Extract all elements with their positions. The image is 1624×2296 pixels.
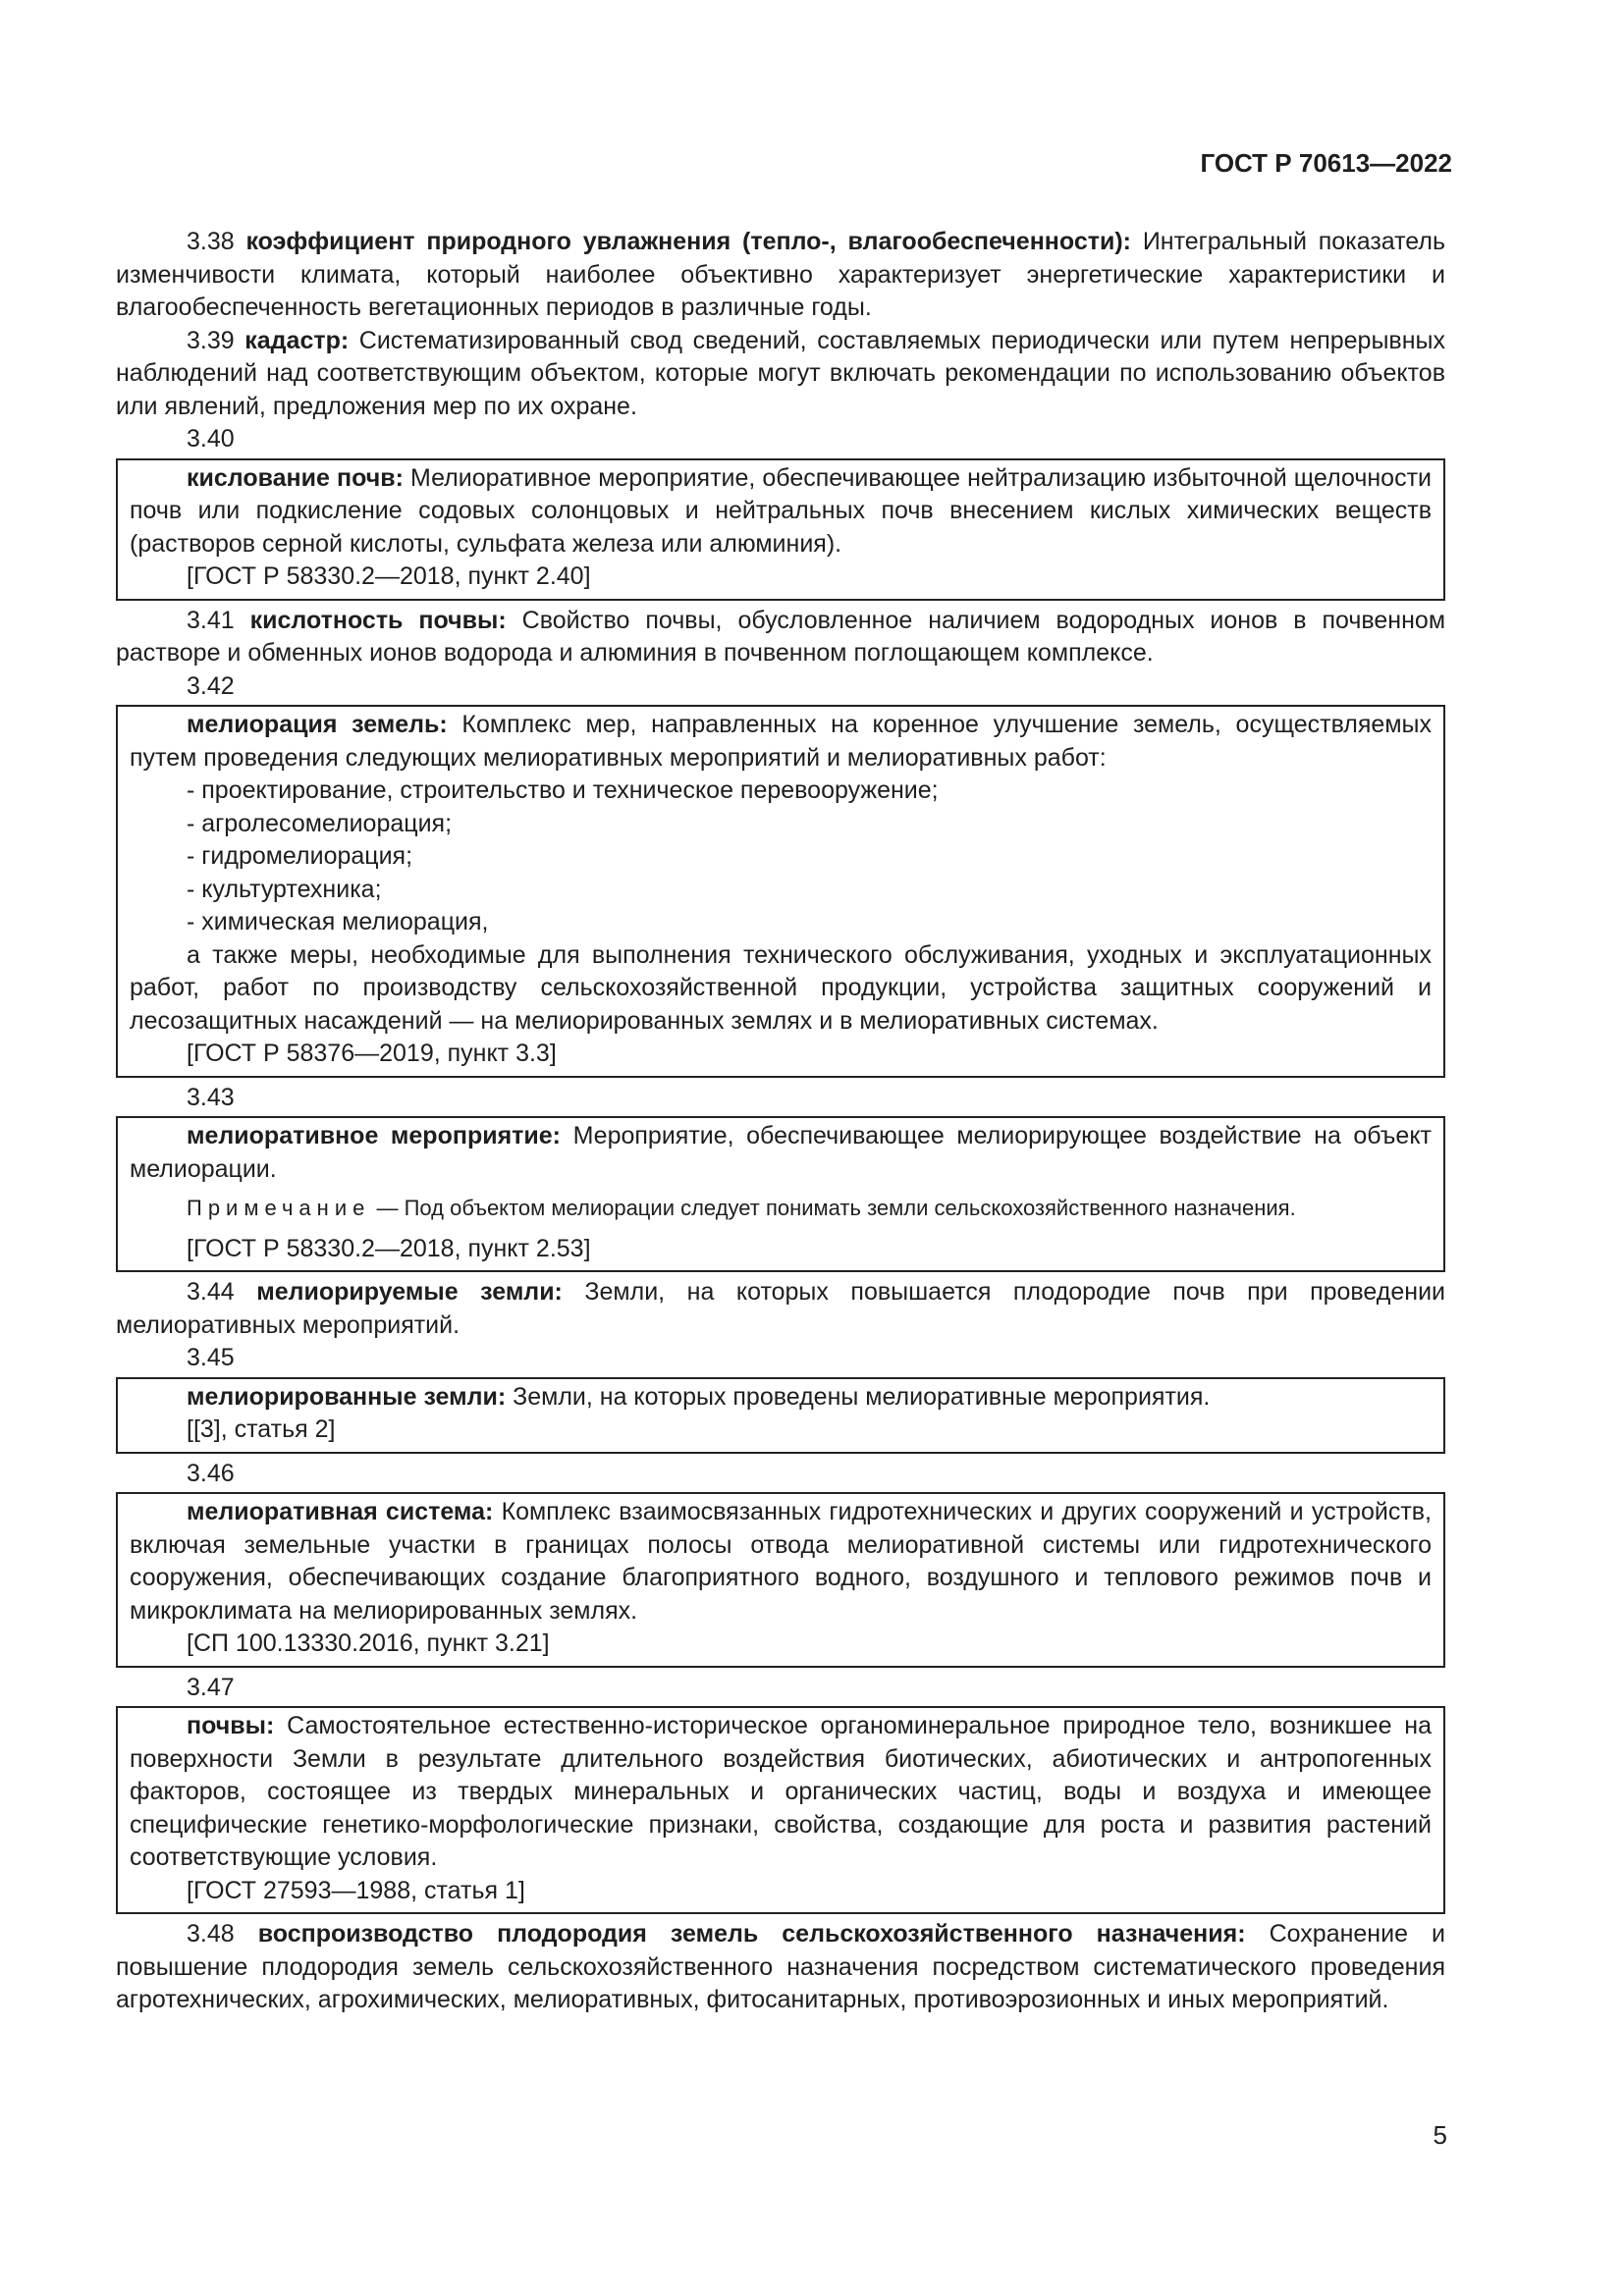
source-reference: [ГОСТ Р 58376—2019, пункт 3.3] [187, 1040, 557, 1067]
entry-number: 3.48 [187, 1920, 235, 1948]
term-definition: Мероприятие, обеспечивающее мелиорирующее воздействие на объект мелиорации. [130, 1122, 1432, 1183]
term-entry [130, 709, 1432, 774]
entry-number: 3.38 [187, 228, 235, 255]
page-number: 5 [1433, 2120, 1447, 2150]
entry-number: 3.44 [187, 1278, 235, 1306]
term-title: мелиорированные земли: [187, 1382, 507, 1411]
source-reference: [ГОСТ Р 58330.2—2018, пункт 2.40] [187, 562, 591, 590]
document-id: ГОСТ Р 70613—2022 [1200, 148, 1452, 178]
term-title: мелиорация земель: [187, 711, 448, 738]
terms-section [116, 226, 1445, 2017]
entry-number-3-43: 3.43 [187, 1083, 235, 1111]
entry-number-3-42: 3.42 [187, 671, 235, 700]
source-reference: [[3], статья 2] [187, 1415, 336, 1443]
term-definition: Свойство почвы, обусловленное наличием водородных ионов в почвенном растворе и обменных ионов водорода и алюминия в почвенном поглощающем комплексе. [116, 606, 1446, 667]
entry-number: 3.39 [187, 326, 235, 354]
term-entry-3-39 [116, 325, 1445, 424]
term-definition: Комплекс мер, направленных на коренное улучшение земель, осуществляемых путем проведения следующих мелиоративных мероприятий и мелиоративных работ: [130, 711, 1432, 772]
term-entry [130, 1381, 1432, 1415]
note [130, 1192, 1432, 1225]
term-definition: Комплекс взаимосвязанных гидротехнических и других сооружений и устройств, включая земельные участки в границах полосы отвода мелиоративной системы или гидротехнического сооружения, обеспечивающих создание благоприятного водного, воздушного и теплового режимов почв и микроклимата на мелиорированных землях. [130, 1498, 1432, 1625]
term-title: мелиоративная система: [187, 1498, 494, 1525]
term-entry [130, 1496, 1432, 1628]
term-entry [130, 462, 1432, 561]
term-title: кадастр: [244, 326, 350, 354]
source-reference: [ГОСТ 27593—1988, статья 1] [187, 1876, 525, 1904]
note-text: — Под объектом мелиорации следует понимать земли сельскохозяйственного назначения. [370, 1196, 1296, 1220]
term-title: кислотность почвы: [249, 606, 507, 634]
entry-number-3-47: 3.47 [187, 1673, 235, 1701]
entry-number-3-46: 3.46 [187, 1459, 235, 1487]
term-definition: Интегральный показатель изменчивости климата, который наиболее объективно характеризует энергетические характеристики и влагообеспеченность вегетационных периодов в различные годы. [116, 228, 1445, 321]
term-definition: Сохранение и повышение плодородия земель сельскохозяйственного назначения посредством систематического проведения агротехнических, агрохимических, мелиоративных, фитосанитарных, противоэрозионных и иных мероприятий. [116, 1920, 1445, 2013]
entry-number: 3.41 [187, 606, 235, 634]
term-title: почвы: [187, 1712, 275, 1739]
note-label: Примечание [187, 1196, 371, 1220]
term-definition: Систематизированный свод сведений, составляемых периодически или путем непрерывных наблюдений над соответствующим объектом, которые могут включать рекомендации по использованию объектов или явлений, предложения мер по их охране. [116, 326, 1445, 420]
term-title: мелиорируемые земли: [256, 1278, 563, 1306]
term-entry-3-44 [116, 1276, 1445, 1342]
list-item: - проектирование, строительство и техническое перевооружение; [187, 776, 939, 804]
quoted-term-box-3-47 [116, 1706, 1445, 1914]
term-definition: Земли, на которых повышается плодородие почв при проведении мелиоративных мероприятий. [116, 1278, 1445, 1339]
source-reference: [ГОСТ Р 58330.2—2018, пункт 2.53] [187, 1234, 591, 1262]
term-definition: Земли, на которых проведены мелиоративные мероприятия. [506, 1382, 1211, 1411]
term-definition: Самостоятельное естественно-историческое органоминеральное природное тело, возникшее на поверхности Земли в результате длительного воздействия биотических, абиотических и антропогенных факторов, состоящее из твердых минеральных и органических частиц, воды и воздуха и имеющее специфические генетико-морфологические признаки, свойства, создающие для роста и развития растений соответствующие условия. [130, 1712, 1432, 1871]
term-entry-3-41 [116, 605, 1445, 670]
term-title: мелиоративное мероприятие: [187, 1122, 562, 1149]
list-item: - культуртехника; [187, 875, 382, 903]
term-entry-3-48 [116, 1918, 1445, 2017]
term-definition-tail: а также меры, необходимые для выполнения технического обслуживания, уходных и эксплуатационных работ, работ по производству сельскохозяйственной продукции, устройства защитных сооружений и лесозащитных насаждений — на мелиорированных землях и в мелиоративных системах. [130, 940, 1432, 1035]
quoted-term-box-3-43 [116, 1116, 1445, 1272]
list-item: - агролесомелиорация; [187, 809, 453, 837]
term-title: кислование почв: [187, 463, 404, 492]
quoted-term-box-3-42 [116, 705, 1445, 1078]
term-title: коэффициент природного увлажнения (тепло-, влагообеспеченности): [245, 228, 1132, 255]
quoted-term-box-3-46 [116, 1492, 1445, 1668]
term-entry [130, 1120, 1432, 1186]
quoted-term-box-3-45 [116, 1377, 1445, 1454]
term-definition: Мелиоративное мероприятие, обеспечивающее нейтрализацию избыточной щелочности почв или подкисление содовых солонцовых и нейтральных почв внесением кислых химических веществ (растворов серной кислоты, сульфата железа или алюминия). [130, 463, 1433, 558]
list-item: - химическая мелиорация, [187, 908, 489, 935]
source-reference: [СП 100.13330.2016, пункт 3.21] [187, 1629, 550, 1657]
entry-number-3-40: 3.40 [187, 425, 235, 453]
list-item: - гидромелиорация; [187, 842, 413, 870]
term-title: воспроизводство плодородия земель сельскохозяйственного назначения: [257, 1920, 1246, 1948]
quoted-term-box-3-40 [116, 458, 1445, 601]
term-entry-3-38 [116, 226, 1445, 325]
entry-number-3-45: 3.45 [187, 1344, 235, 1371]
term-entry [130, 1710, 1432, 1875]
